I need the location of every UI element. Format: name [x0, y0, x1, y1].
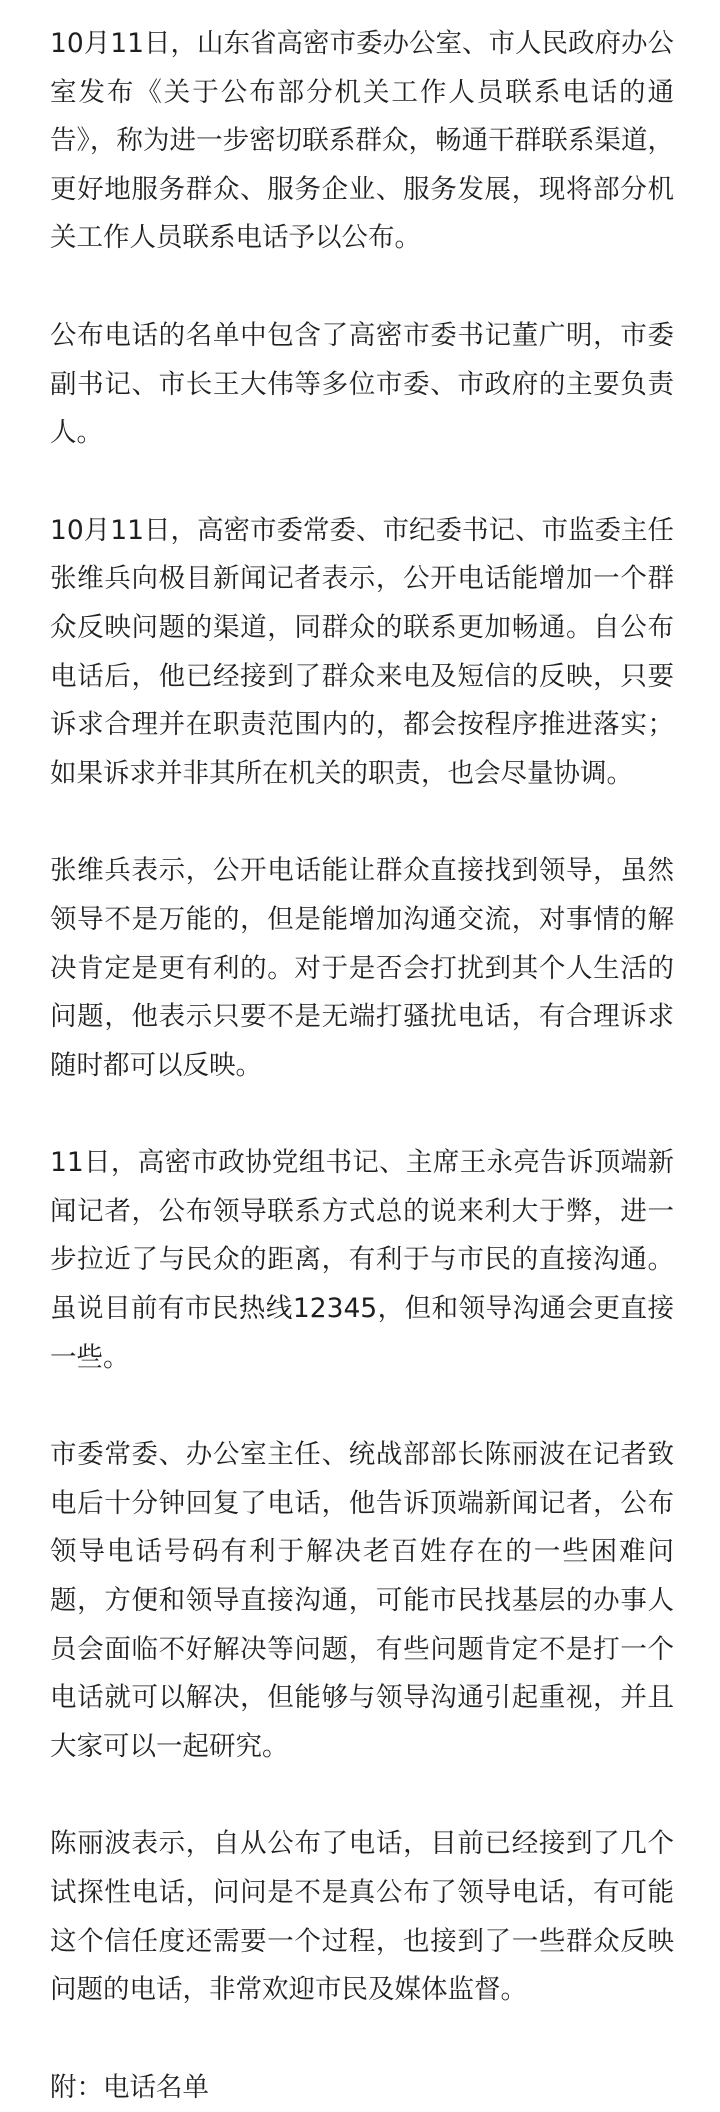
paragraph-wang-yongliang-statement: 11日，高密市政协党组书记、主席王永亮告诉顶端新闻记者，公布领导联系方式总的说来利大于弊，进一步拉近了与民众的距离，有利于与市民的直接沟通。虽说目前有市民热线12345，但和领导沟通会更直接一些。: [50, 1147, 674, 1373]
paragraph-appendix-label: 附：电话名单: [50, 2071, 209, 2103]
paragraph-list-contents: 公布电话的名单中包含了高密市委书记董广明，市委副书记、市长王大伟等多位市委、市政府的主要负责人。: [50, 319, 674, 449]
paragraph-chen-libo-calls: 陈丽波表示，自从公布了电话，目前已经接到了几个试探性电话，问问是不是真公布了领导电话，有可能这个信任度还需要一个过程，也接到了一些群众反映问题的电话，非常欢迎市民及媒体监督。: [50, 1828, 674, 2006]
article-body: [50, 20, 674, 2112]
paragraph-zhang-weibing-opinion: 张维兵表示，公开电话能让群众直接找到领导，虽然领导不是万能的，但是能增加沟通交流，对事情的解决肯定是更有利的。对于是否会打扰到其个人生活的问题，他表示只要不是无端打骚扰电话，有合理诉求随时都可以反映。: [50, 855, 674, 1081]
paragraph-announcement: 10月11日，山东省高密市委办公室、市人民政府办公室发布《关于公布部分机关工作人员联系电话的通告》，称为进一步密切联系群众，畅通干群联系渠道，更好地服务群众、服务企业、服务发展，现将部分机关工作人员联系电话予以公布。: [50, 28, 674, 254]
paragraph-chen-libo-statement: 市委常委、办公室主任、统战部部长陈丽波在记者致电后十分钟回复了电话，他告诉顶端新闻记者，公布领导电话号码有利于解决老百姓存在的一些困难问题，方便和领导直接沟通，可能市民找基层的办事人员会面临不好解决等问题，有些问题肯定不是打一个电话就可以解决，但能够与领导沟通引起重视，并且大家可以一起研究。: [50, 1439, 674, 1762]
paragraph-zhang-weibing-statement: 10月11日，高密市委常委、市纪委书记、市监委主任张维兵向极目新闻记者表示，公开电话能增加一个群众反映问题的渠道，同群众的联系更加畅通。自公布电话后，他已经接到了群众来电及短信的反映，只要诉求合理并在职责范围内的，都会按程序推进落实；如果诉求并非其所在机关的职责，也会尽量协调。: [50, 514, 674, 789]
